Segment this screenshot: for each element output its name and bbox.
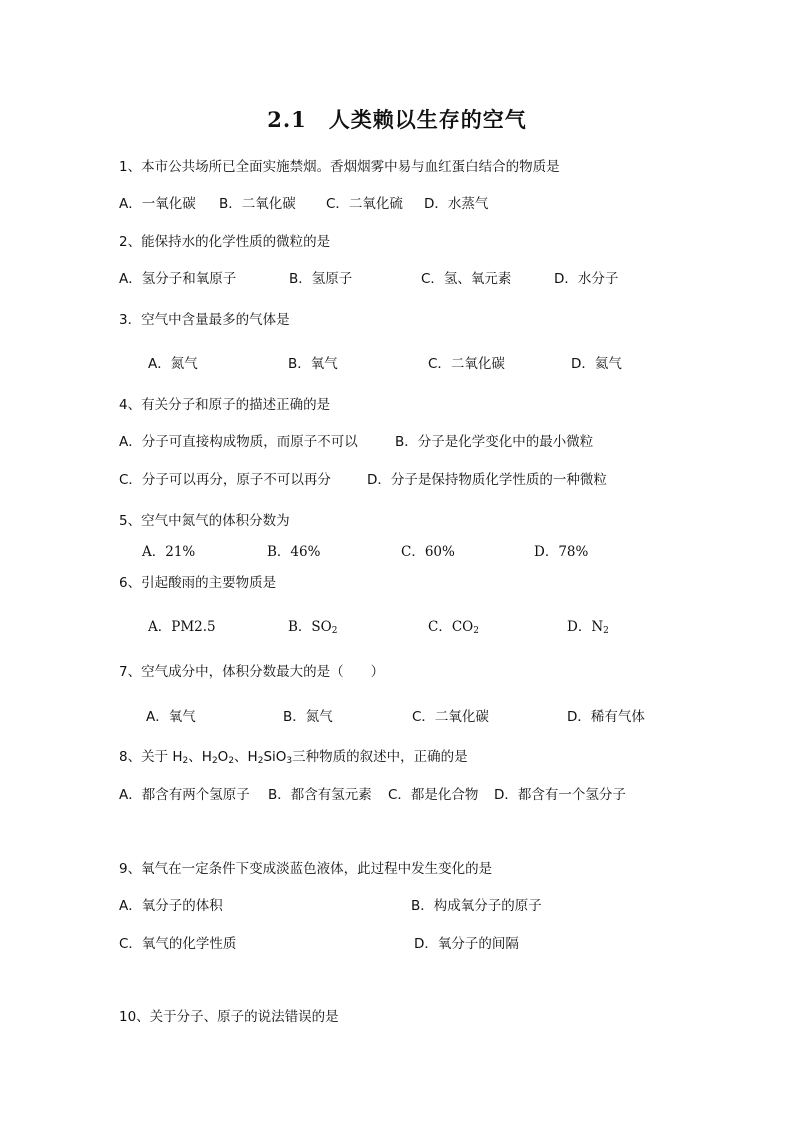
question-stem: 3．空气中含量最多的气体是: [119, 312, 290, 328]
subscript: 2: [211, 756, 218, 766]
option-b: B．46%: [267, 544, 321, 560]
option-d: D．分子是保持物质化学性质的一种微粒: [367, 472, 607, 488]
option-c: C．二氧化硫: [326, 196, 403, 212]
question-stem: 6、引起酸雨的主要物质是: [119, 575, 277, 591]
option-d: D．都含有一个氢分子: [494, 787, 626, 803]
option-text: C．CO: [428, 619, 474, 635]
option-d: D．78%: [534, 544, 589, 560]
subscript: 3: [286, 756, 293, 766]
option-c: [428, 615, 479, 636]
subscript: 2: [603, 626, 609, 636]
stem-text: 、H: [234, 749, 258, 765]
option-b: B．氢原子: [289, 271, 353, 287]
page-title: [0, 104, 794, 134]
option-b: B．分子是化学变化中的最小微粒: [395, 434, 594, 450]
option-text: B．SO: [288, 619, 332, 635]
stem-text: SiO: [263, 749, 287, 765]
option-c: C．分子可以再分，原子不可以再分: [119, 472, 331, 488]
subscript: 2: [473, 626, 479, 636]
question-stem: 5、空气中氮气的体积分数为: [119, 513, 290, 529]
question-stem: 1、本市公共场所已全面实施禁烟。香烟烟雾中易与血红蛋白结合的物质是: [119, 159, 560, 175]
option-d: D．稀有气体: [567, 709, 645, 725]
section-title: 人类赖以生存的空气: [328, 107, 527, 132]
option-a: A．一氧化碳: [119, 196, 196, 212]
question-stem: [119, 745, 468, 766]
option-c: C．60%: [401, 544, 455, 560]
section-number: 2.1: [267, 107, 307, 132]
subscript: 2: [228, 756, 235, 766]
option-b: B．构成氧分子的原子: [411, 898, 542, 914]
stem-text: 8、关于 H: [119, 749, 183, 765]
option-a: A．21%: [142, 544, 196, 560]
question-stem: 2、能保持水的化学性质的微粒的是: [119, 234, 331, 250]
option-a: A．氮气: [148, 356, 198, 372]
question-stem: 10、关于分子、原子的说法错误的是: [119, 1009, 339, 1025]
option-c: C．氢、氧元素: [421, 271, 512, 287]
subscript: 2: [331, 626, 338, 636]
option-c: C．二氧化碳: [412, 709, 489, 725]
option-text: D．N: [567, 619, 604, 635]
option-a: A．氧气: [146, 709, 196, 725]
option-c: C．二氧化碳: [428, 356, 505, 372]
option-b: B．二氧化碳: [219, 196, 296, 212]
stem-text: O: [217, 749, 229, 765]
option-a: A．PM2.5: [148, 619, 216, 635]
option-a: A．分子可直接构成物质，而原子不可以: [119, 434, 358, 450]
stem-text: 、H: [188, 749, 212, 765]
question-stem: 9、氧气在一定条件下变成淡蓝色液体，此过程中发生变化的是: [119, 861, 493, 877]
subscript: 2: [182, 756, 189, 766]
subscript: 2: [257, 756, 264, 766]
option-d: D．氦气: [571, 356, 622, 372]
option-d: D．水蒸气: [424, 196, 489, 212]
option-b: [288, 615, 337, 636]
option-d: D．水分子: [554, 271, 619, 287]
option-b: B．氮气: [283, 709, 333, 725]
question-stem: 7、空气成分中，体积分数最大的是（ ）: [119, 664, 385, 680]
option-b: B．都含有氢元素: [268, 787, 372, 803]
option-a: A．都含有两个氢原子: [119, 787, 250, 803]
option-d: [567, 615, 609, 636]
option-b: B．氧气: [288, 356, 338, 372]
option-c: C．都是化合物: [388, 787, 479, 803]
option-c: C．氧气的化学性质: [119, 936, 237, 952]
option-a: A．氢分子和氧原子: [119, 271, 237, 287]
question-stem: 4、有关分子和原子的描述正确的是: [119, 397, 331, 413]
option-a: A．氧分子的体积: [119, 898, 223, 914]
stem-text: 三种物质的叙述中，正确的是: [292, 749, 468, 765]
option-d: D．氧分子的间隔: [414, 936, 519, 952]
